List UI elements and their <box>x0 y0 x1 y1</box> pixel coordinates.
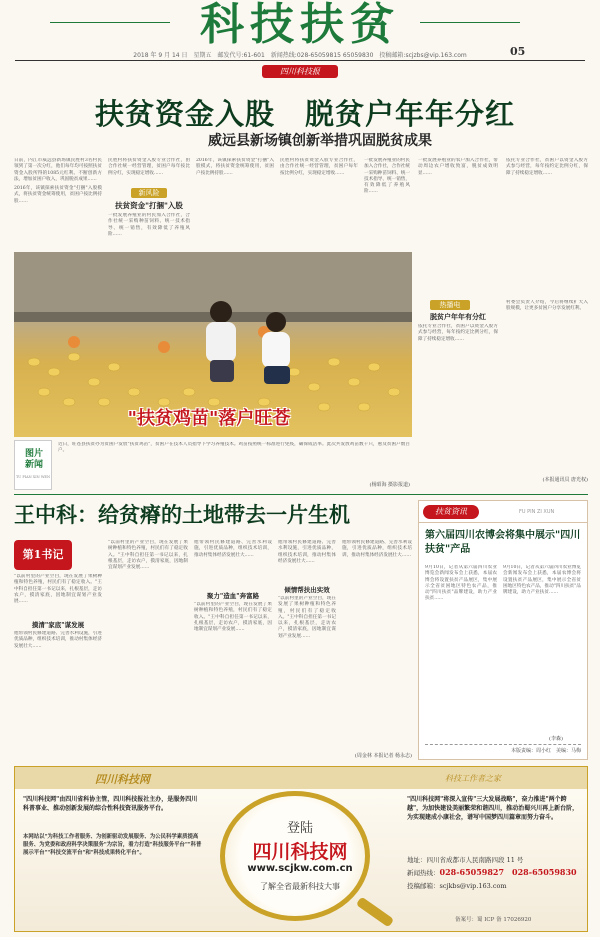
photo-caption-text: 近日，旺苍县扶贫办为贫困户发放"扶贫鸡苗"，贫困户在技术人员指导下学习养殖技术。鸡苗按照统一标准进行免疫，确保成活率。此次共发放鸡苗数千只，惠及贫困户数百户。 <box>58 442 410 454</box>
ad-banner-left: 四川科技网 <box>95 773 150 786</box>
story2-sub-b: 聚力"造血"奔富路 <box>206 592 260 600</box>
masthead-rule-right <box>420 22 520 23</box>
ad-right-text: "四川科技网"将深入宣传"三大发展战略"，奋力推进"两个跨越"，为加快建设美丽繁荣和谐四川，推动治蜀兴川再上新台阶，为实现建成小康社会，谱写中国梦四川篇章而努力奋斗。 <box>407 796 579 821</box>
magnifier-handle <box>356 896 395 927</box>
story2-sub-a: 摸清"家底"谋发展 <box>31 621 85 629</box>
ad-hotline-label: 新闻热线： <box>407 869 440 877</box>
news-box-divider <box>425 744 581 745</box>
ad-hotline-number: 028-65059827 028-65059830 <box>439 867 577 877</box>
photo-news-label-en: TU PIAN XIN WEN <box>15 475 51 479</box>
photo-credit: (杨昭海 摄影报道) <box>369 482 410 488</box>
lead-col-4: 民胜村将扶贫资金入股专业合作社，由合作社统一经营管理，贫困户每年按比例分红，实现稳定增收…… <box>280 158 358 176</box>
story2-body-f: "以前村里的产业空白，现在发展了果树种植和特色养殖，村民们有了稳定收入。"王中科自担任第一书记以来，扎根基层，走访农户，摸清家底，因地制宜谋划产业发展…… <box>278 596 336 639</box>
right-col-subtitle: 脱贫户年年有分红 <box>430 312 486 321</box>
news-box-body-1: 9月10日，记者从第六届四川农业博览会新闻发布会上获悉，本届农博会将设置扶贫产品展区，集中展示全省贫困地区特色农产品，推动"四川扶贫"品牌建设，助力产业扶贫…… <box>425 565 497 602</box>
lead-col-1 <box>14 158 102 250</box>
masthead-rule-left <box>50 22 170 23</box>
story2-col-1 <box>14 574 102 760</box>
first-secretary-badge-text: 第1书记 <box>22 548 64 561</box>
lead-sidebar-text-top: 民胜村将扶贫资金入股专业合作社，由合作社统一经营管理，贫困户每年按比例分红，实现稳定增收…… <box>108 158 190 176</box>
news-box-headline: 第六届四川农博会将集中展示"四川扶贫"产品 <box>425 530 581 555</box>
story2-col-2: "以前村里的产业空白，现在发展了果树种植和特色养殖，村民们有了稳定收入。"王中科自担任第一书记以来，扎根基层，走访农户，摸清家底，因地制宜谋划产业发展…… <box>108 540 188 571</box>
photo-news-label <box>14 440 52 490</box>
right-col-text-a: 依托专业合作社，贫困户以资金入股方式参与经营，每年按约定比例分红，保障了持续稳定增收…… <box>418 324 498 342</box>
story2-body-a: "以前村里的产业空白，现在发展了果树种植和特色养殖，村民们有了稳定收入。"王中科自担任第一书记以来，扎根基层，走访农户，摸清家底，因地制宜谋划产业发展…… <box>14 574 102 605</box>
story2-col-5: 他带领村民修建道路、完善水利设施，引进优质品种，组织技术培训，推动村集体经济发展壮大…… <box>342 540 412 558</box>
lead-body-1b: 2016年，该镇探索扶贫资金"打捆"入股模式，将扶贫资金统筹使用，贫困户按比例持股…… <box>14 186 102 204</box>
story2-sub-c: 倾情帮扶出实效 <box>284 586 330 594</box>
ad-hotline <box>407 867 587 878</box>
lead-subhead: 威远县新场镇创新举措巩固脱贫成果 <box>208 133 432 149</box>
lead-right-column <box>418 158 588 488</box>
ad-banner <box>14 766 588 932</box>
masthead-title: 科技扶贫 <box>200 0 400 50</box>
lead-sidebar-title: 扶贫资金"打捆"入股 <box>115 201 183 210</box>
story2-body-e: 他带领村民修建道路、完善水利设施，引进优质品种，组织技术培训，推动村集体经济发展壮大…… <box>278 540 336 564</box>
paper-logo-text: 四川科技报 <box>280 67 320 76</box>
paper-logo <box>262 65 338 78</box>
chick-photo <box>14 252 412 437</box>
section-divider-1 <box>14 494 588 495</box>
right-col-tag: 热播电 <box>430 300 470 310</box>
news-box-section-en: FU PIN ZI XUN <box>519 509 555 515</box>
ad-icp: 备案号：蜀 ICP 备 17026920 <box>455 917 532 923</box>
ad-mid: 本网站以"为科技工作者服务、为创新驱动发展服务、为公民科学素质提高服务、为党委和政府科学决策服务"为宗旨，着力打造"科技服务平台""科普展示平台""科技交流平台"和"科技成果转化平台"。 <box>23 834 202 856</box>
ad-url[interactable]: www.scjkw.com.cn <box>247 863 353 874</box>
ad-site-name: 四川科技网 <box>252 841 348 863</box>
ad-address: 地址：四川省成都市人民南路四段 11 号 <box>407 856 524 864</box>
masthead-bottom-rule <box>15 60 585 61</box>
date-line: 2018 年 9 月 14 日 星期五 邮发代号:61-601 新闻热线:028-65059815 65059830 投稿邮箱:scjzbs@vip.163.com <box>133 52 467 59</box>
page-number: 05 <box>510 45 526 58</box>
ad-slogan: 了解全省最新科技大事 <box>260 882 340 891</box>
right-col-intro: 一批发展养殖业的农户加入合作社，带动周边农户增收致富，脱贫成效明显…… <box>418 158 498 176</box>
lead-sidebar-tag: 新风险 <box>131 188 167 198</box>
story2-col-3 <box>194 540 272 760</box>
lead-col-3: 2016年，该镇探索扶贫资金"打捆"入股模式，将扶贫资金统筹使用，贫困户按比例持股…… <box>196 158 274 176</box>
news-box-header <box>419 501 587 523</box>
photo-caption: "扶贫鸡苗"落户旺苍 <box>127 408 291 429</box>
right-col-text-b: 依托专业合作社，贫困户以资金入股方式参与经营，每年按约定比例分红，保障了持续稳定增收…… <box>506 158 588 176</box>
story2-headline: 王中科：给贫瘠的土地带去一片生机 <box>14 502 350 527</box>
masthead <box>0 0 600 60</box>
ad-banner-right: 科技工作者之家 <box>445 774 501 783</box>
photo-news-label-text: 图片新闻 <box>24 449 43 470</box>
lead-sidebar-text: 一批发展养殖业的村民加入合作社，合作社统一采购种苗饲料、统一技术指导、统一销售，有效降低了养殖风险…… <box>108 213 190 237</box>
right-col-text-c: 村委会负责人介绍，今后将继续扩大入股规模，让更多贫困户分享发展红利。 <box>506 300 588 312</box>
first-secretary-badge <box>14 540 72 570</box>
story2-body-d: "以前村里的产业空白，现在发展了果树种植和特色养殖，村民们有了稳定收入。"王中科自担任第一书记以来，扎根基层，走访农户，摸清家底，因地制宜谋划产业发展…… <box>194 602 272 633</box>
story2-body-b: 他带领村民修建道路、完善水利设施，引进优质品种，组织技术培训，推动村集体经济发展壮大…… <box>14 631 102 649</box>
news-box <box>418 500 588 760</box>
lead-sidebar <box>108 158 190 250</box>
ad-intro: "四川科技网"由四川省科协主管，四川科技报社主办，是服务四川科普事业、推动创新发展的综合性科技资讯服务平台。 <box>23 796 198 812</box>
lead-body-1: 日前，内江市威远县新场镇民胜村3名村民领到了第一次分红，他们每年均可按照扶贫资金入股所得的1085元红利。不断创新方法，增加贫困户收入，巩固脱贫成果…… <box>14 158 102 182</box>
ad-email: 投稿邮箱：scjkbs@vip.163.com <box>407 882 507 890</box>
news-box-body-2: 9月10日，记者从第六届四川农业博览会新闻发布会上获悉，本届农博会将设置扶贫产品展区，集中展示全省贫困地区特色农产品，推动"四川扶贫"品牌建设，助力产业扶贫…… <box>503 565 581 596</box>
right-col-byline: (本报通讯员 唐光权) <box>542 477 588 483</box>
lead-headline: 扶贫资金入股 脱贫户年年分红 <box>94 97 515 131</box>
story2-body-c: 他带领村民修建道路、完善水利设施，引进优质品种，组织技术培训，推动村集体经济发展壮大…… <box>194 540 272 558</box>
ad-cta: 登陆 <box>286 821 313 836</box>
story2-byline: (周金林 本报记者 杨永志) <box>354 753 412 759</box>
news-box-editor: 本版责编：周小红 美编：马梅 <box>510 748 581 754</box>
story2-col-4 <box>278 540 336 760</box>
news-box-byline: (李森) <box>549 736 563 742</box>
lead-col-5: 一批发展养殖业的村民加入合作社，合作社统一采购种苗饲料、统一技术指导、统一销售，有效降低了养殖风险…… <box>364 158 410 195</box>
news-box-section: 扶贫资讯 <box>423 505 479 519</box>
